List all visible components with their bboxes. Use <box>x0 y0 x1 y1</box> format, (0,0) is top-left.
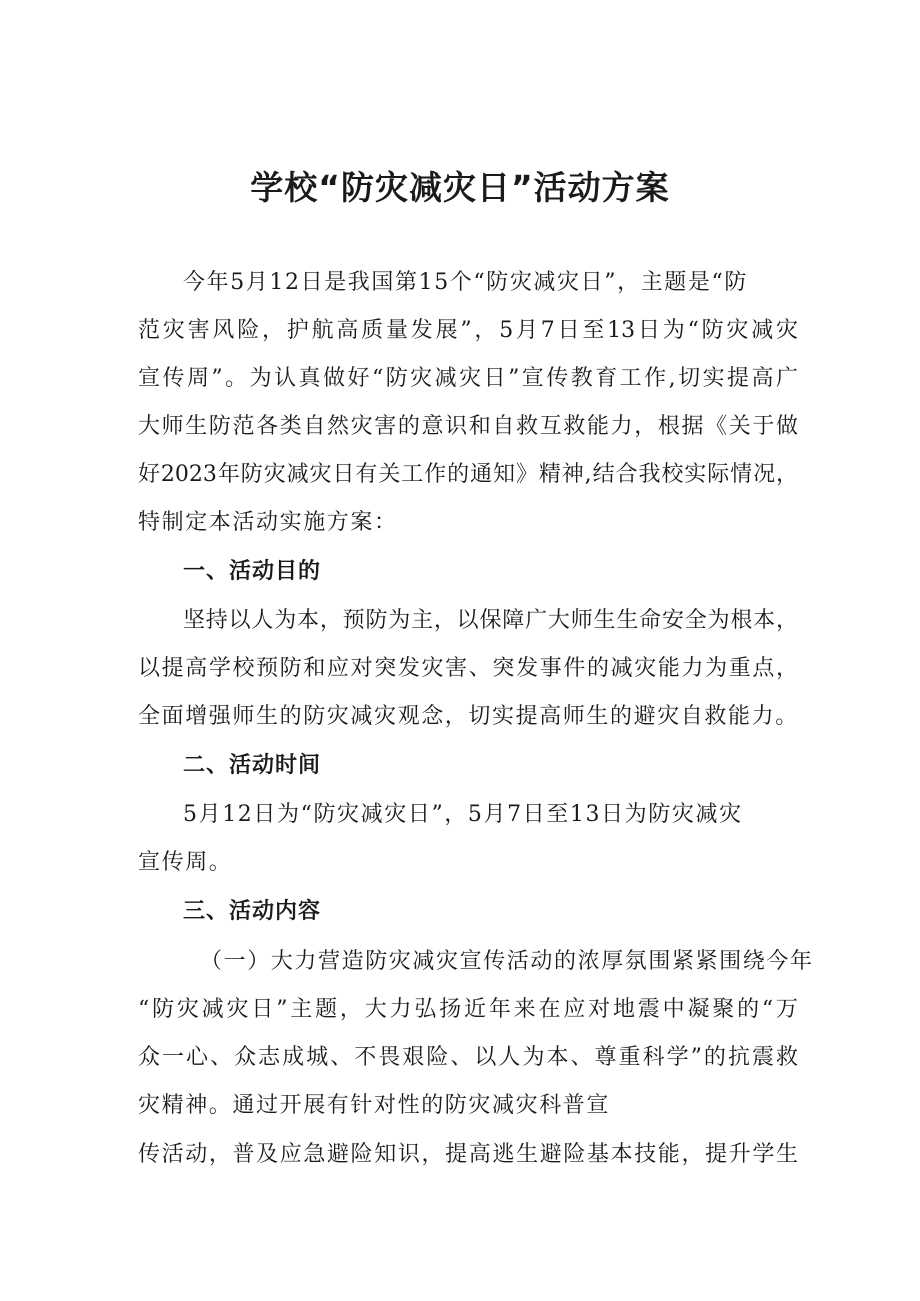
paragraph-line: 以提高学校预防和应对突发灾害、突发事件的减灾能力为重点， <box>138 656 798 681</box>
paragraph-line: 特制定本活动实施方案： <box>138 510 398 535</box>
paragraph-line: 5月12日为“防灾减灾日”，5月7日至13日为防灾减灾 <box>183 802 743 827</box>
paragraph-line: 宣传周”。为认真做好“防灾减灾日”宣传教育工作,切实提高广 <box>138 366 798 391</box>
paragraph-line: 坚持以人为本，预防为主，以保障广大师生生命安全为根本， <box>183 608 798 633</box>
paragraph-line: 全面增强师生的防灾减灾观念，切实提高师生的避灾自救能力。 <box>138 704 799 729</box>
paragraph-line: 传活动，普及应急避险知识，提高逃生避险基本技能，提升学生 <box>138 1142 798 1167</box>
section-heading-time: 二、活动时间 <box>183 753 322 778</box>
paragraph-line: 今年5月12日是我国第15个“防灾减灾日”，主题是“防 <box>183 270 748 295</box>
paragraph-line: （一）大力营造防灾减灾宣传活动的浓厚氛围紧紧围绕今年 <box>200 949 814 974</box>
section-heading-content: 三、活动内容 <box>183 899 322 924</box>
paragraph-line: “防灾减灾日”主题，大力弘扬近年来在应对地震中凝聚的“万 <box>138 997 798 1022</box>
section-heading-purpose: 一、活动目的 <box>183 559 322 584</box>
paragraph-line: 灾精神。通过开展有针对性的防灾减灾科普宣 <box>138 1093 611 1118</box>
paragraph-line: 范灾害风险，护航高质量发展”，5月7日至13日为“防灾减灾 <box>138 318 798 343</box>
paragraph-line: 众一心、众志成城、不畏艰险、以人为本、尊重科学”的抗震救 <box>138 1045 798 1070</box>
paragraph-line: 好2023年防灾减灾日有关工作的通知》精神,结合我校实际情况， <box>138 462 798 487</box>
document-title: 学校“防灾减灾日”活动方案 <box>250 168 670 207</box>
paragraph-line: 大师生防范各类自然灾害的意识和自救互救能力，根据《关于做 <box>138 414 798 439</box>
paragraph-line: 宣传周。 <box>138 850 233 875</box>
